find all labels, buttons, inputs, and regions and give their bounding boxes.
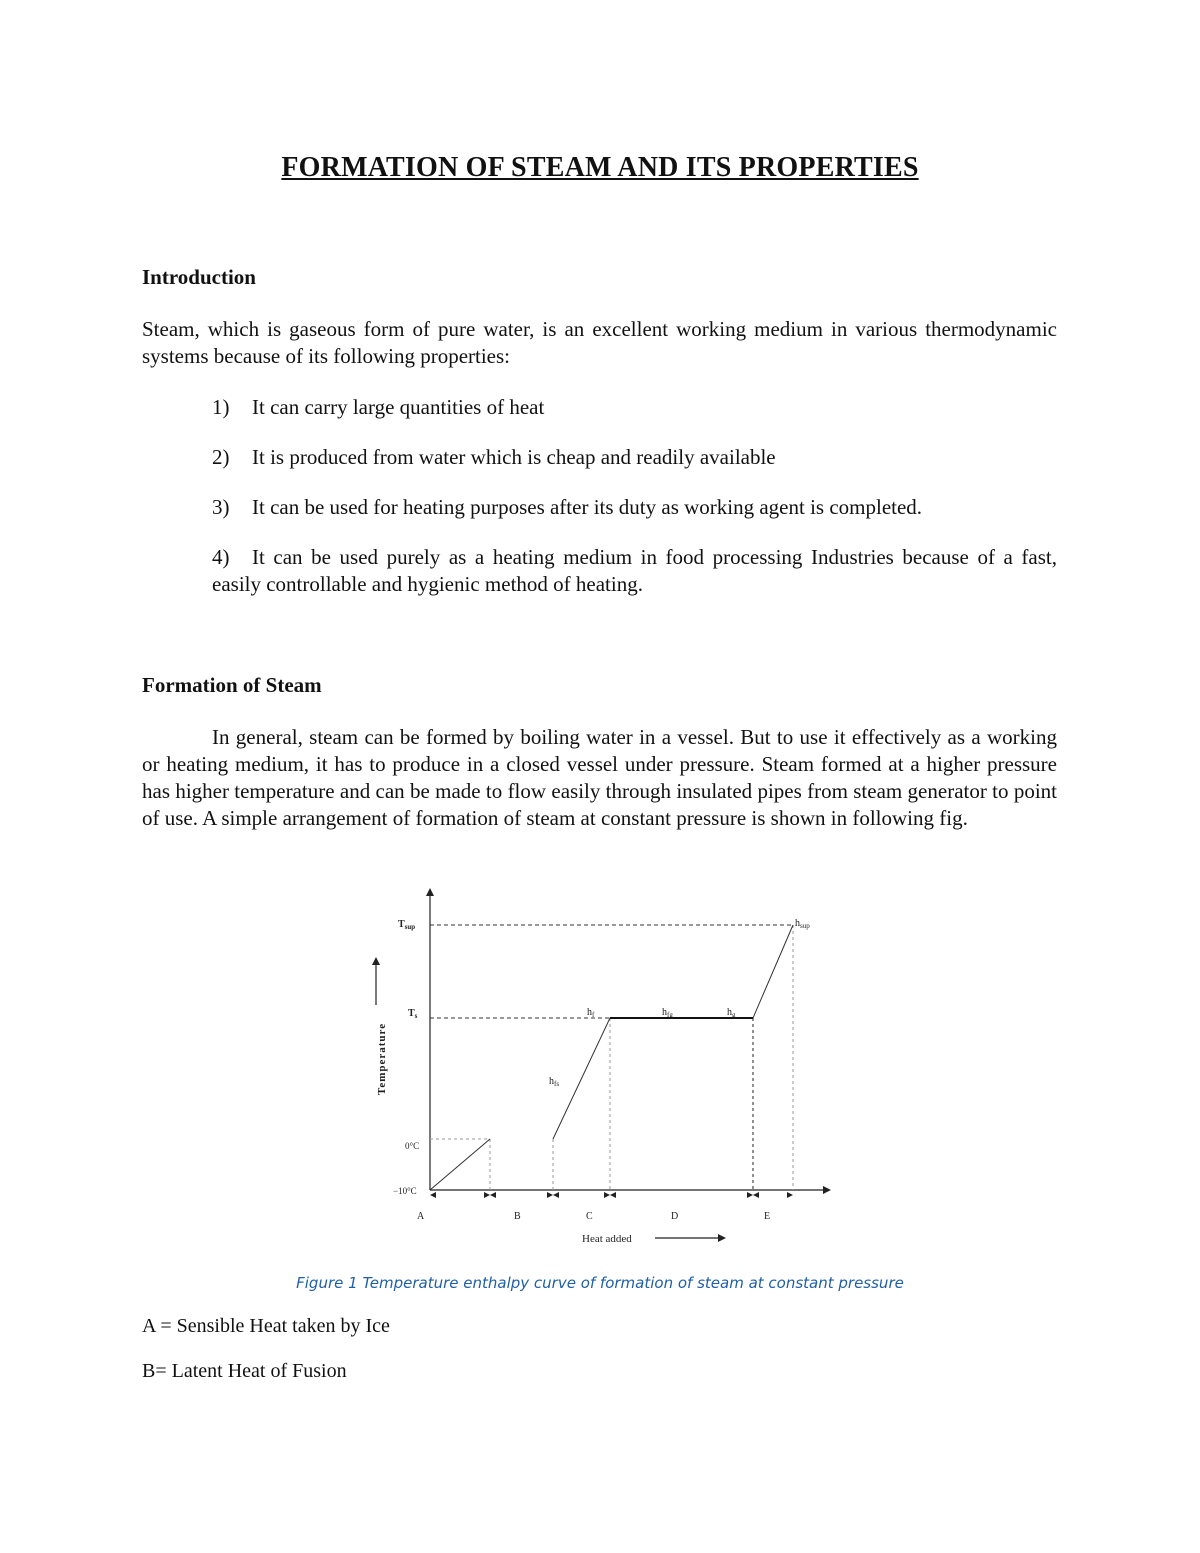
introduction-paragraph: Steam, which is gaseous form of pure water, is an excellent working medium in various thermodynamic systems because of its following properties: bbox=[142, 317, 1057, 368]
list-item-number: 4) bbox=[212, 545, 230, 569]
region-label-c: C bbox=[586, 1211, 593, 1222]
region-d-start-arrow bbox=[610, 1192, 616, 1198]
h-f-label: $h_f$ bbox=[587, 1007, 595, 1019]
t-sup-label: $T_{sup}$ bbox=[398, 919, 416, 931]
h-g-label: $h_g$ bbox=[727, 1007, 736, 1019]
minus-ten-celsius-label: −10°C bbox=[393, 1186, 417, 1196]
ice-heating-line bbox=[430, 1139, 490, 1190]
list-item bbox=[212, 494, 1057, 521]
t-s-label: $T_s$ bbox=[408, 1008, 418, 1020]
region-label-d: D bbox=[671, 1211, 679, 1222]
zero-celsius-label: 0°C bbox=[405, 1141, 420, 1151]
x-axis-arrow bbox=[823, 1186, 831, 1194]
x-axis-label: Heat added bbox=[582, 1233, 632, 1245]
region-a-start-arrow bbox=[430, 1192, 436, 1198]
region-e-end-arrow bbox=[787, 1192, 793, 1198]
y-axis-label: Temperature bbox=[376, 1022, 388, 1095]
list-item bbox=[212, 544, 1057, 598]
formation-heading: Formation of Steam bbox=[142, 673, 322, 697]
page-title: FORMATION OF STEAM AND ITS PROPERTIES bbox=[281, 152, 919, 183]
figure-caption: Figure 1 Temperature enthalpy curve of formation of steam at constant pressure bbox=[296, 1274, 904, 1292]
h-fs-label: $h_{fs}$ bbox=[549, 1076, 560, 1088]
temperature-enthalpy-figure bbox=[365, 885, 835, 1245]
list-item-text: It can be used for heating purposes after its duty as working agent is completed. bbox=[252, 495, 923, 519]
definition-a: A = Sensible Heat taken by Ice bbox=[142, 1315, 390, 1337]
list-item-text: It can carry large quantities of heat bbox=[252, 395, 545, 419]
region-b-end-arrow bbox=[547, 1192, 553, 1198]
definition-b: B= Latent Heat of Fusion bbox=[142, 1360, 347, 1382]
region-c-start-arrow bbox=[553, 1192, 559, 1198]
list-item-text: It is produced from water which is cheap and readily available bbox=[252, 445, 776, 469]
list-item bbox=[212, 444, 1057, 471]
h-fg-label: $h_{fg}$ bbox=[662, 1007, 673, 1019]
region-e-start-arrow bbox=[753, 1192, 759, 1198]
introduction-heading: Introduction bbox=[142, 265, 256, 289]
y-label-arrowhead bbox=[372, 957, 380, 965]
formation-paragraph: In general, steam can be formed by boiling water in a vessel. But to use it effectively as a working or heating medium, it has to produce in a closed vessel under pressure. Steam formed at a higher pressure has higher temperature and can be made to flow easily through insulated pipes from steam generator to point of use. A simple arrangement of formation of steam at constant pressure is shown in following fig. bbox=[142, 725, 1057, 830]
region-label-b: B bbox=[514, 1211, 521, 1222]
region-label-a: A bbox=[417, 1211, 425, 1222]
y-axis-arrow bbox=[426, 888, 434, 896]
list-item-number: 1) bbox=[212, 395, 230, 419]
list-item-text: It can be used purely as a heating medium in food processing Industries because of a fast, easily controllable and hygienic method of heating. bbox=[212, 545, 1057, 596]
region-b-start-arrow bbox=[490, 1192, 496, 1198]
region-label-e: E bbox=[764, 1211, 771, 1222]
list-item bbox=[212, 394, 1057, 421]
water-steam-curve bbox=[553, 925, 793, 1139]
h-sup-label: $h_{sup}$ bbox=[795, 918, 810, 930]
list-item-number: 2) bbox=[212, 445, 230, 469]
list-item-number: 3) bbox=[212, 495, 230, 519]
region-a-end-arrow bbox=[484, 1192, 490, 1198]
region-d-end-arrow bbox=[747, 1192, 753, 1198]
x-label-arrowhead bbox=[718, 1234, 726, 1242]
region-markers bbox=[430, 1192, 793, 1198]
region-c-end-arrow bbox=[604, 1192, 610, 1198]
